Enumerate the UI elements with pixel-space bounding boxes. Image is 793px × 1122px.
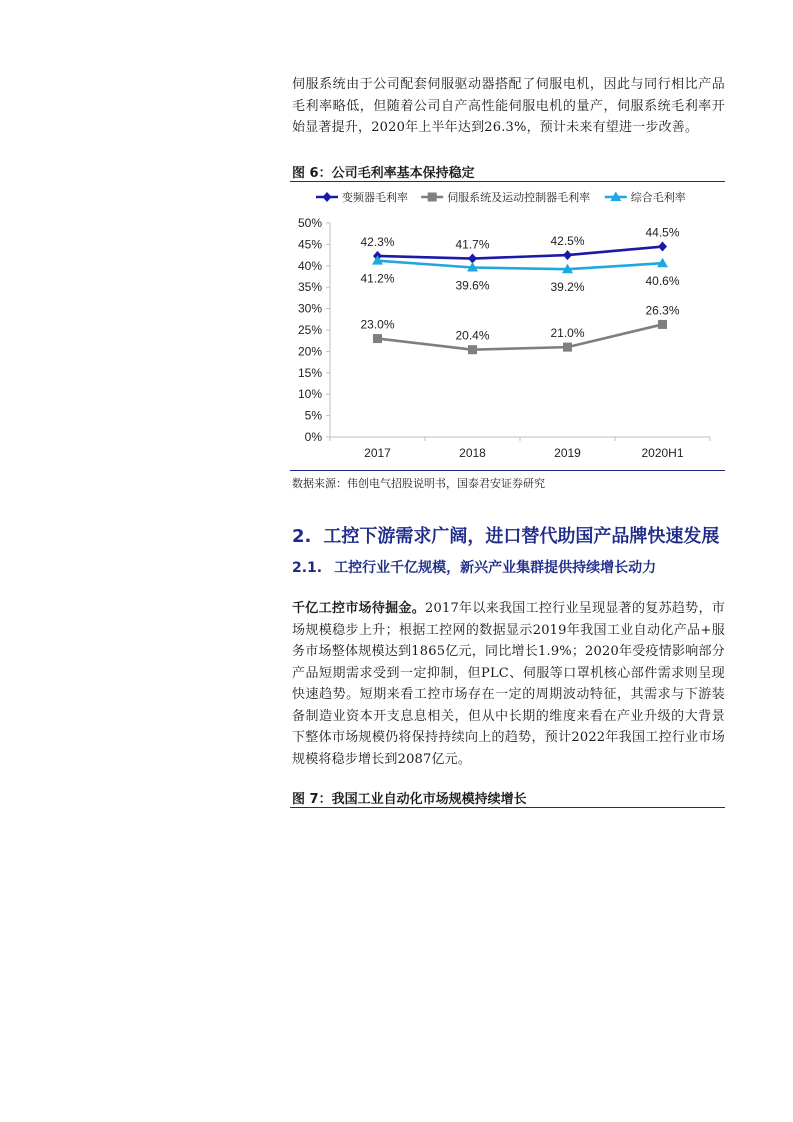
legend-item-1 (316, 190, 408, 204)
x-tick-label: 2019 (554, 446, 581, 460)
data-label: 40.6% (645, 274, 680, 289)
data-label: 39.2% (550, 280, 585, 295)
data-label: 41.7% (455, 237, 490, 252)
gross-margin-chart (290, 186, 725, 471)
plot-area (360, 226, 679, 355)
legend-label: 变频器毛利率 (342, 192, 408, 204)
y-axis (298, 216, 330, 444)
figure7-top-rule (290, 807, 725, 808)
data-point (323, 192, 332, 202)
figure6-title: 图 6：公司毛利率基本保持稳定 (292, 166, 475, 181)
y-tick-label: 50% (297, 216, 322, 230)
series-1 (360, 226, 679, 264)
y-tick-label: 20% (297, 344, 322, 359)
y-tick-label: 10% (297, 387, 322, 402)
figure6-bottom-rule (290, 470, 725, 471)
data-point (468, 345, 477, 354)
x-axis (330, 437, 710, 460)
data-point (658, 242, 667, 252)
x-tick-label: 2017 (364, 446, 391, 460)
data-point (563, 250, 572, 260)
series-line (378, 247, 663, 259)
y-tick-label: 40% (297, 258, 322, 273)
data-label: 42.3% (360, 234, 395, 249)
y-tick-label: 25% (297, 323, 322, 337)
body-paragraph-text: 2017年以来我国工控行业呈现显著的复苏趋势，市场规模稳步上升；根据工控网的数据显示2019年我国工业自动化产品+服务市场整体规模达到1865亿元，同比增长1.9%；2020年受疫情影响部分产品短期需求受到一定抑制，但PLC、伺服等口罩机核心部件需求则呈现快速趋势。短期来看工控市场存在一定的周期波动特征，其需求与下游装备制造业资本开支息息相关，但从中长期的维度来看在产业升级的大背景下整体市场规模仍将保持持续向上的趋势，预计2022年我国工控行业市场规模将稳步增长到2087亿元。 (292, 601, 725, 767)
data-label: 21.0% (550, 326, 585, 341)
section-2-title: 工控下游需求广阔，进口替代助国产品牌快速发展 (323, 526, 720, 547)
data-label: 23.0% (360, 317, 395, 332)
data-label: 26.3% (645, 303, 680, 318)
data-label: 44.5% (645, 225, 680, 240)
chart-legend (316, 190, 686, 204)
section-2-1-number: 2.1. (292, 560, 323, 576)
section-2-1-heading (292, 557, 656, 577)
section-2-number: 2. (292, 526, 312, 547)
y-tick-label: 15% (297, 365, 322, 380)
data-point (373, 334, 382, 343)
legend-item-3 (605, 190, 686, 204)
data-label: 41.2% (360, 271, 395, 286)
intro-paragraph: 伺服系统由于公司配套伺服驱动器搭配了伺服电机，因此与同行相比产品毛利率略低，但随着公司自产高性能伺服电机的量产，伺服系统毛利率开始显著提升，2020年上半年达到26.3%，预计未来有望进一步改善。 (292, 77, 725, 135)
data-label: 20.4% (455, 328, 490, 343)
section-2-1-title: 工控行业千亿规模，新兴产业集群提供持续增长动力 (334, 560, 657, 576)
section-2-heading (292, 522, 719, 548)
y-tick-label: 45% (297, 237, 322, 252)
figure7-title: 图 7：我国工业自动化市场规模持续增长 (292, 792, 527, 807)
legend-label: 综合毛利率 (630, 192, 686, 204)
y-tick-label: 0% (304, 430, 322, 444)
x-tick-label: 2020H1 (641, 446, 684, 460)
data-point (658, 320, 667, 329)
x-tick-label: 2018 (459, 446, 486, 460)
series-2 (360, 303, 679, 354)
data-label: 39.6% (455, 278, 490, 293)
body-paragraph-lead: 千亿工控市场待掘金。 (292, 601, 426, 616)
legend-item-2 (421, 190, 590, 204)
legend-label: 伺服系统及运动控制器毛利率 (447, 192, 591, 204)
data-label: 42.5% (550, 234, 585, 249)
body-paragraph (292, 598, 725, 770)
series-line (378, 261, 663, 270)
y-tick-label: 30% (297, 301, 322, 316)
figure6-source: 数据来源：伟创电气招股说明书，国泰君安证券研究 (292, 477, 545, 490)
data-point (563, 343, 572, 352)
data-point (428, 193, 437, 202)
series-3 (360, 255, 679, 294)
figure6-top-rule (290, 181, 725, 182)
series-line (378, 324, 663, 349)
y-tick-label: 35% (297, 280, 322, 295)
y-tick-label: 5% (304, 408, 322, 423)
